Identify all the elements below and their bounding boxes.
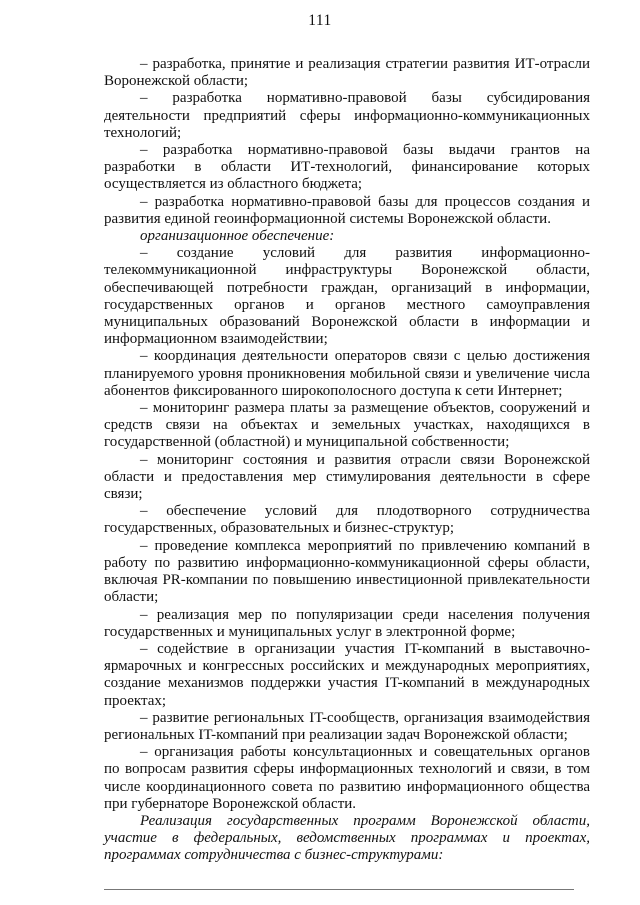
section-heading-organizational: организационное обеспечение: <box>140 228 335 245</box>
paragraph-cooperation: – обеспечение условий для плодотворного сотрудничества государственных, образовательных и бизнес-структур; <box>104 503 590 537</box>
paragraph-grants: – разработка нормативно-правовой базы выдачи грантов на разработки в области ИТ-технологий, финансирование которых осуществляется из областного бюджета; <box>104 142 590 193</box>
paragraph-subsidies: – разработка нормативно-правовой базы субсидирования деятельности предприятий сферы информационно-коммуникационных технологий; <box>104 90 590 141</box>
paragraph-industry-monitoring: – мониторинг состояния и развития отрасли связи Воронежской области и предоставления мер стимулирования деятельности в сфере связи; <box>104 451 590 503</box>
document-body <box>104 56 590 865</box>
paragraph-infrastructure: – создание условий для развития информационно-телекоммуникационной инфраструктуры Воронежской области, обеспечивающей потребности граждан, организаций в информации, государственных органов и органов местного самоуправления муниципальных образований Воронежской области в информации и информационном взаимодействии; <box>104 245 590 348</box>
paragraph-exhibitions: – содействие в организации участия IT-компаний в выставочно-ярмарочных и конгрессных российских и международных мероприятиях, создание механизмов поддержки участия IT-компаний в международных проектах; <box>104 640 590 709</box>
paragraph-e-services: – реализация мер по популяризации среди населения получения государственных и муниципальных услуг в электронной форме; <box>104 606 590 640</box>
paragraph-it-communities: – развитие региональных IT-сообществ, организация взаимодействия региональных IT-компаний при реализации задач Воронежской области; <box>104 709 590 743</box>
paragraph-geoinformation: – разработка нормативно-правовой базы для процессов создания и развития единой геоинформационной системы Воронежской области. <box>104 193 590 227</box>
section-heading-programs: Реализация государственных программ Воронежской области, участие в федеральных, ведомственных программах и проектах, программах сотрудничества с бизнес-структурами: <box>104 812 590 864</box>
paragraph-advisory-bodies: – организация работы консультационных и совещательных органов по вопросам развития сферы информационных технологий и связи, в том числе координационного совета по развитию информационного общества при губернаторе Воронежской области. <box>104 744 590 812</box>
page-number: 111 <box>308 12 332 29</box>
paragraph-attracting-companies: – проведение комплекса мероприятий по привлечению компаний в работу по развитию информационно-коммуникационной сферы области, включая PR-компании по повышению инвестиционной привлекательности области; <box>104 537 590 606</box>
paragraph-operators: – координация деятельности операторов связи с целью достижения планируемого уровня проникновения мобильной связи и увеличение числа абонентов фиксированного широкополосного доступа к сети Интернет; <box>104 348 590 399</box>
paragraph-fee-monitoring: – мониторинг размера платы за размещение объектов, сооружений и средств связи на объектах и земельных участках, находящихся в государственной (областной) и муниципальной собственности; <box>104 400 590 451</box>
paragraph-strategy: – разработка, принятие и реализация стратегии развития ИТ-отрасли Воронежской области; <box>104 56 590 90</box>
footer-divider <box>104 889 574 890</box>
